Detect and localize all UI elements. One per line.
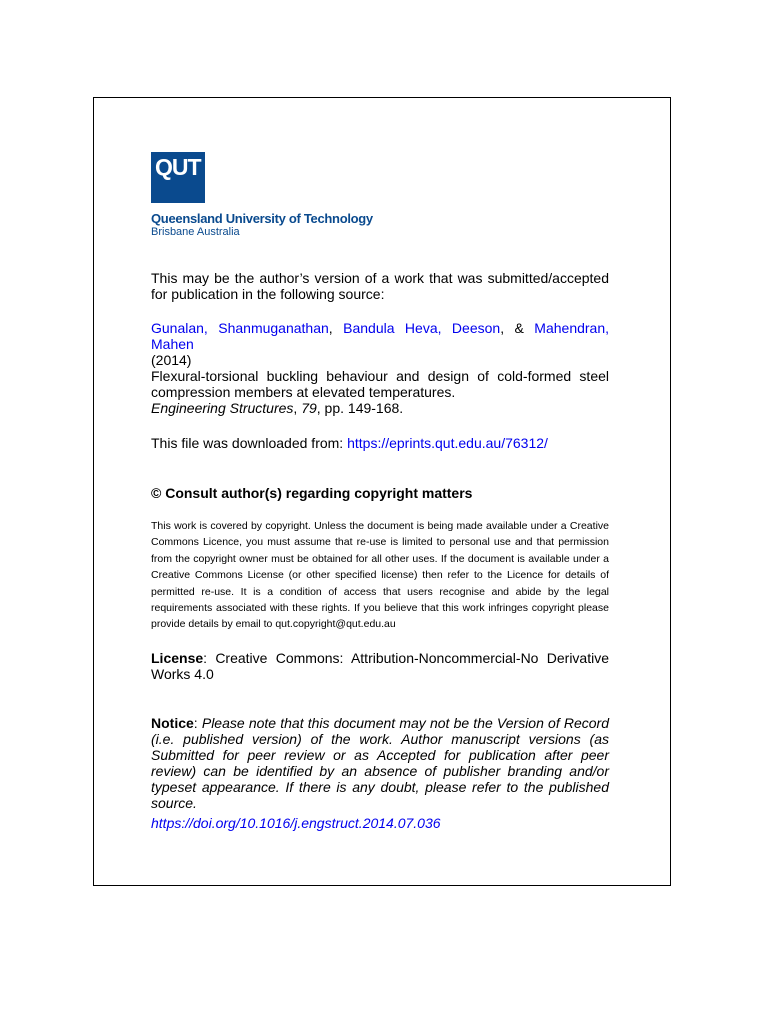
citation-block xyxy=(151,320,609,416)
citation-pages: , pp. 149-168. xyxy=(316,400,404,416)
author-link-3[interactable]: Mahendran, Mahen xyxy=(151,320,610,352)
citation-title: Flexural-torsional buckling behaviour and design of cold-formed steel compression members at elevated temperatures. xyxy=(151,368,609,400)
license-label: License xyxy=(151,650,204,666)
license-block xyxy=(151,650,609,682)
copyright-text: This work is covered by copyright. Unless the document is being made available under a Creative Commons Licence, you must assume that re-use is limited to personal use and that permission from the copyright owner must be obtained for all other uses. If the document is available under a Creative Commons License (or other specified license) then refer to the Licence for details of permitted re-use. It is a condition of access that users recognise and abide by the legal requirements associated with these rights. If you believe that this work infringes copyright please provide details by email to qut.copyright@qut.edu.au xyxy=(151,520,609,631)
license-text: : Creative Commons: Attribution-Noncommercial-No Derivative Works 4.0 xyxy=(151,650,609,682)
citation-authors xyxy=(151,320,609,352)
university-name: Queensland University of Technology xyxy=(151,211,373,226)
eprints-link[interactable]: https://eprints.qut.edu.au/76312/ xyxy=(347,435,548,451)
intro-text: This may be the author’s version of a work that was submitted/accepted for publication in the following source: xyxy=(151,270,609,302)
intro-paragraph xyxy=(151,270,609,302)
citation-volume: 79 xyxy=(301,400,317,416)
notice-colon: : xyxy=(193,715,202,731)
citation-year: (2014) xyxy=(151,352,192,368)
citation-journal: Engineering Structures xyxy=(151,400,294,416)
copyright-heading-block xyxy=(151,485,609,501)
notice-label: Notice xyxy=(151,715,194,731)
author-sep-2: , & xyxy=(500,320,524,336)
qut-logo-mark: QUT xyxy=(155,154,201,180)
notice-text: Please note that this document may not be the Version of Record (i.e. published version) of the work. Author manuscript versions (as Submitted for peer review or as Accepted for publication after peer review) can be identified by an absence of publisher branding and/or typeset appearance. If there is any doubt, please refer to the published source. xyxy=(151,715,609,811)
copyright-block xyxy=(151,518,609,633)
author-link-2[interactable]: Bandula Heva, Deeson xyxy=(343,320,501,336)
notice-block xyxy=(151,715,609,811)
citation-source: Engineering Structures, 79, pp. 149-168. xyxy=(151,400,404,416)
author-link-1[interactable]: Gunalan, Shanmuganathan xyxy=(151,320,329,336)
doi-block xyxy=(151,815,609,831)
author-sep-1: , xyxy=(328,320,333,336)
download-block xyxy=(151,435,609,451)
doi-link[interactable]: https://doi.org/10.1016/j.engstruct.2014.07.036 xyxy=(151,815,441,831)
copyright-heading: © Consult author(s) regarding copyright matters xyxy=(151,485,473,501)
university-location: Brisbane Australia xyxy=(151,226,240,238)
download-label: This file was downloaded from: xyxy=(151,435,344,451)
qut-logo xyxy=(151,152,205,203)
